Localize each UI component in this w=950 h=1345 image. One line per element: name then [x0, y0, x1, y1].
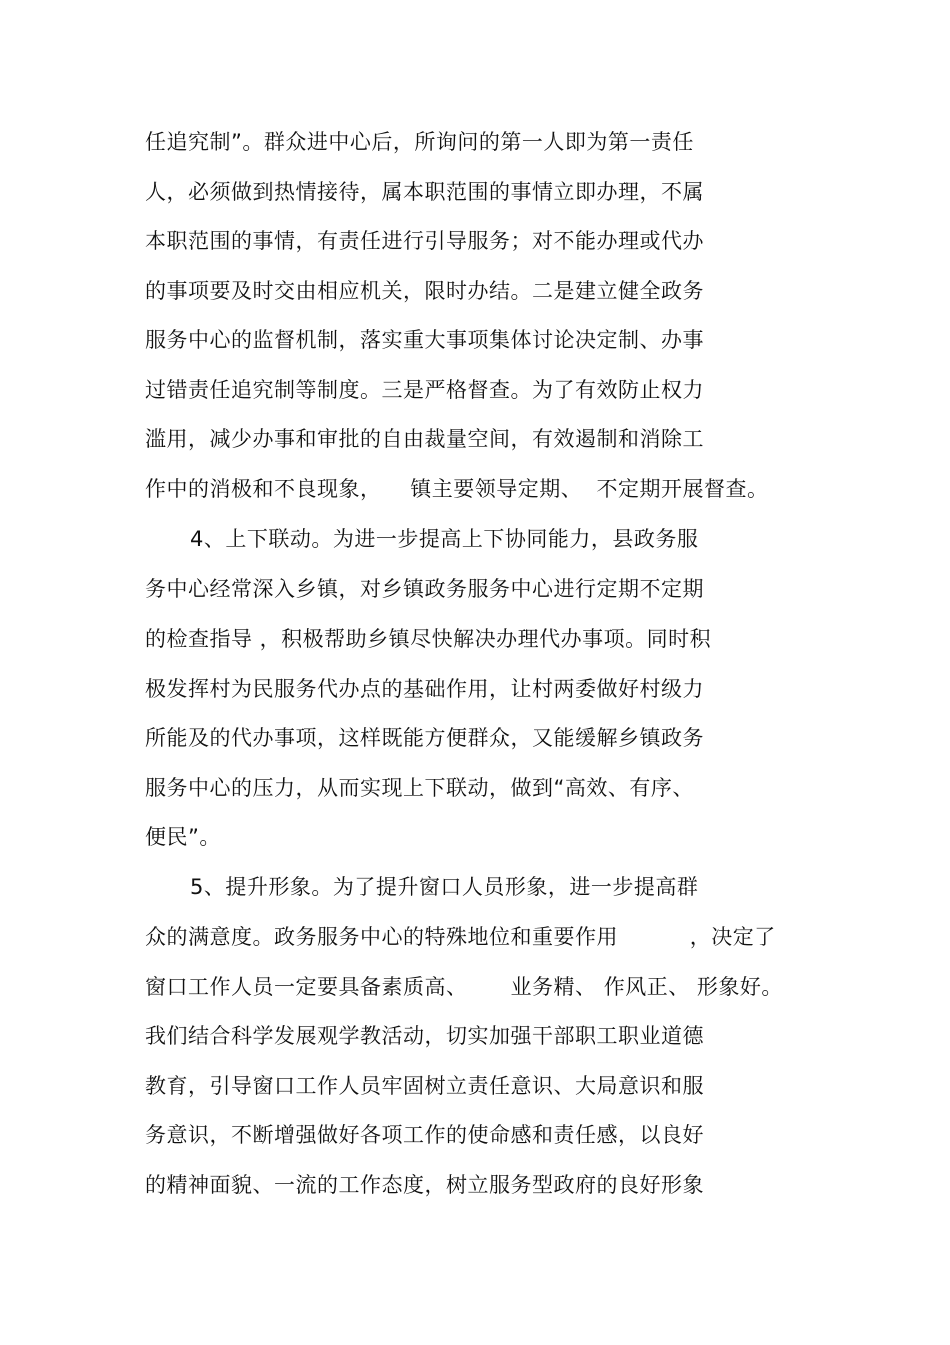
text-line: 服务中心的监督机制，落实重大事项集体讨论决定制、办事 — [145, 328, 704, 352]
text-line: 便民”。 — [145, 825, 221, 849]
text-line: 的精神面貌、一流的工作态度，树立服务型政府的良好形象 — [145, 1173, 704, 1197]
text-line: 教育，引导窗口工作人员牢固树立责任意识、大局意识和服 — [145, 1074, 704, 1098]
text-line: 滥用，减少办事和审批的自由裁量空间，有效遏制和消除工 — [145, 427, 704, 451]
text-line: 务意识，不断增强做好各项工作的使命感和责任感，以良好 — [145, 1123, 704, 1147]
text-line: 作中的消极和不良现象， 镇主要领导定期、 不定期开展督查。 — [145, 477, 769, 501]
text-line: 本职范围的事情，有责任进行引导服务；对不能办理或代办 — [145, 229, 704, 253]
text-line: 众的满意度。政务服务中心的特殊地位和重要作用 ，决定了 — [145, 925, 776, 949]
text-line: 任追究制”。群众进中心后，所询问的第一人即为第一责任 — [145, 130, 694, 154]
text-line: 窗口工作人员一定要具备素质高、 业务精、 作风正、 形象好。 — [145, 975, 783, 999]
paragraph-start-line: 5、提升形象。为了提升窗口人员形象，进一步提高群 — [190, 875, 699, 899]
text-line: 务中心经常深入乡镇，对乡镇政务服务中心进行定期不定期 — [145, 577, 704, 601]
text-line: 的检查指导 ，积极帮助乡镇尽快解决办理代办事项。同时积 — [145, 627, 712, 651]
text-line: 服务中心的压力，从而实现上下联动，做到“高效、有序、 — [145, 776, 694, 800]
text-line: 极发挥村为民服务代办点的基础作用，让村两委做好村级力 — [145, 677, 704, 701]
text-line: 所能及的代办事项，这样既能方便群众，又能缓解乡镇政务 — [145, 726, 704, 750]
text-line: 人，必须做到热情接待，属本职范围的事情立即办理，不属 — [145, 180, 704, 204]
paragraph-start-line: 4、上下联动。为进一步提高上下协同能力，县政务服 — [190, 527, 699, 551]
text-line: 我们结合科学发展观学教活动，切实加强干部职工职业道德 — [145, 1024, 704, 1048]
text-line: 的事项要及时交由相应机关，限时办结。二是建立健全政务 — [145, 279, 704, 303]
text-line: 过错责任追究制等制度。三是严格督查。为了有效防止权力 — [145, 378, 704, 402]
